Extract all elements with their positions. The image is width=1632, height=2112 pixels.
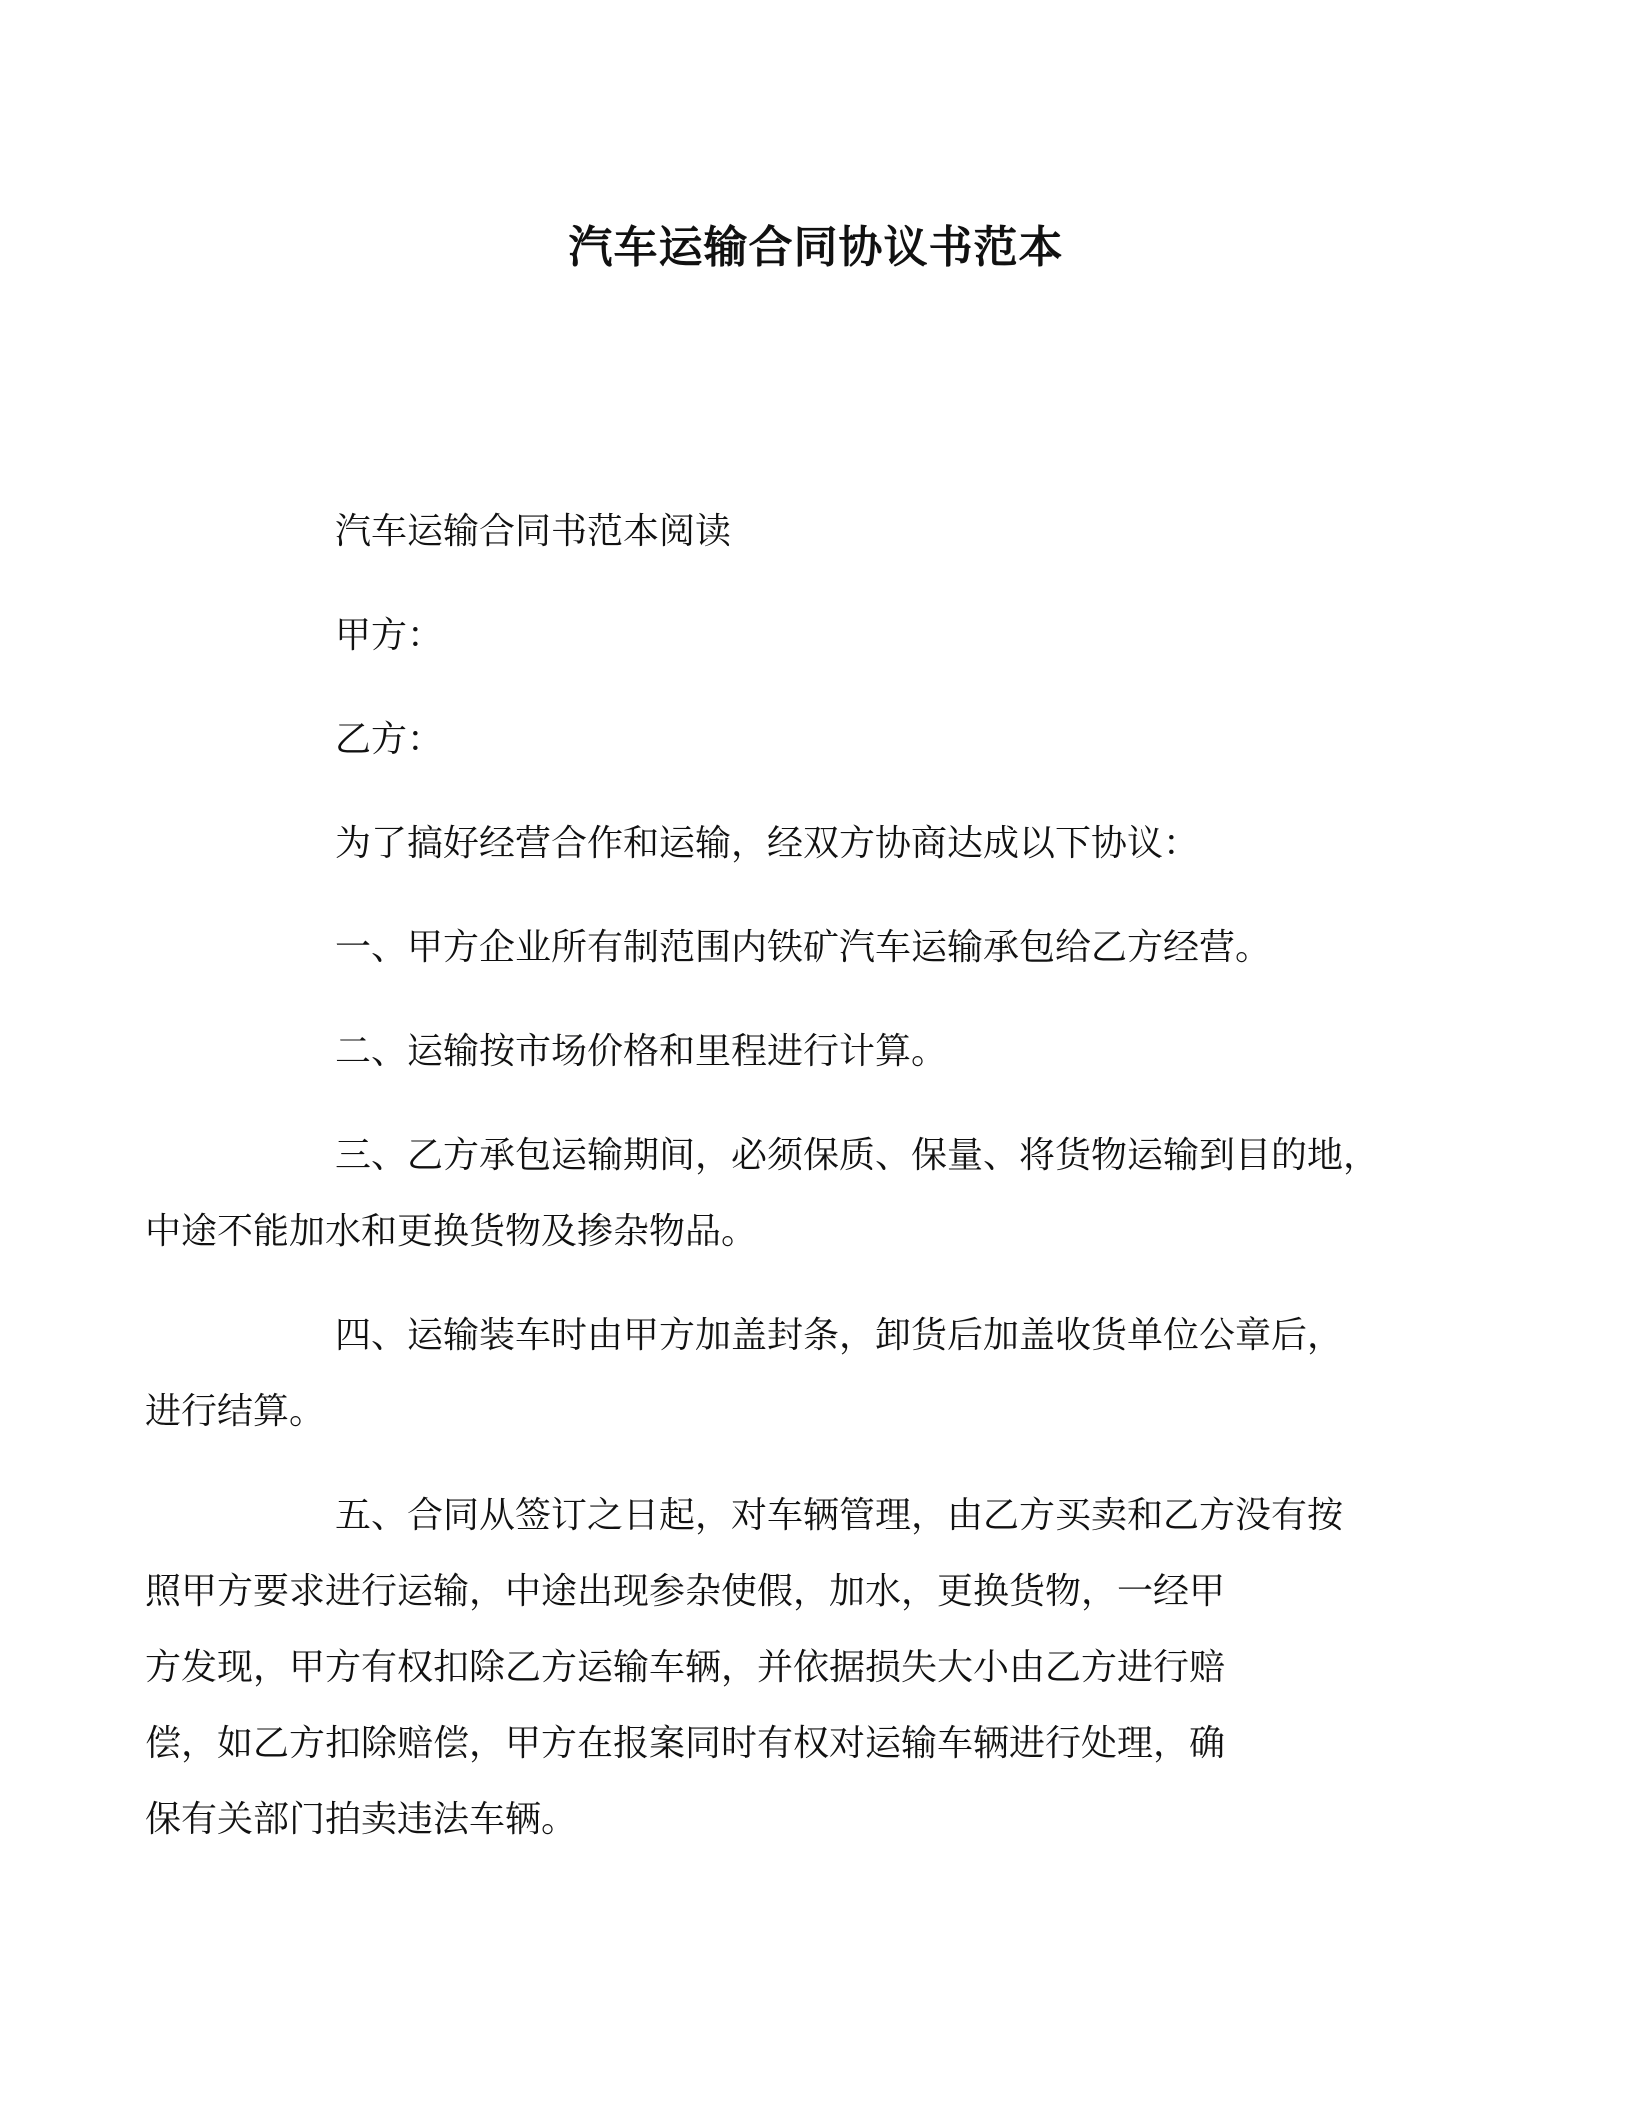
paragraph-line: 五、合同从签订之日起，对车辆管理，由乙方买卖和乙方没有按: [335, 1495, 1344, 1536]
paragraph-line: 汽车运输合同书范本阅读: [335, 511, 732, 552]
paragraph-line: 甲方：: [335, 615, 444, 656]
paragraph-party-a: [240, 598, 1400, 674]
paragraph-party-b: [240, 702, 1400, 778]
paragraph-line: 方发现，甲方有权扣除乙方运输车辆，并依据损失大小由乙方进行赔: [145, 1647, 1226, 1688]
paragraph-line: 保有关部门拍卖违法车辆。: [145, 1799, 578, 1840]
paragraph-line: 乙方：: [335, 719, 444, 760]
paragraph-line: 三、乙方承包运输期间，必须保质、保量、将货物运输到目的地，: [335, 1135, 1380, 1176]
paragraph-clause-4: [145, 1298, 1400, 1450]
paragraph-line: 二、运输按市场价格和里程进行计算。: [335, 1031, 948, 1072]
paragraph-clause-5: [145, 1478, 1400, 1858]
paragraph-line: 四、运输装车时由甲方加盖封条，卸货后加盖收货单位公章后，: [335, 1315, 1344, 1356]
paragraph-line: 进行结算。: [145, 1391, 326, 1432]
paragraph-line: 一、甲方企业所有制范围内铁矿汽车运输承包给乙方经营。: [335, 927, 1272, 968]
document-title: 汽车运输合同协议书范本: [568, 222, 1064, 273]
paragraph-line: 照甲方要求进行运输，中途出现参杂使假，加水，更换货物，一经甲: [145, 1571, 1226, 1612]
paragraph-clause-1: [240, 910, 1400, 986]
document-body: [145, 494, 1400, 1886]
paragraph-line: 中途不能加水和更换货物及掺杂物品。: [145, 1211, 758, 1252]
paragraph-line: 为了搞好经营合作和运输，经双方协商达成以下协议：: [335, 823, 1200, 864]
paragraph-clause-2: [240, 1014, 1400, 1090]
paragraph-clause-3: [145, 1118, 1400, 1270]
paragraph-reading-title: [240, 494, 1400, 570]
paragraph-line: 偿，如乙方扣除赔偿，甲方在报案同时有权对运输车辆进行处理，确: [145, 1723, 1226, 1764]
paragraph-intro: [240, 806, 1400, 882]
